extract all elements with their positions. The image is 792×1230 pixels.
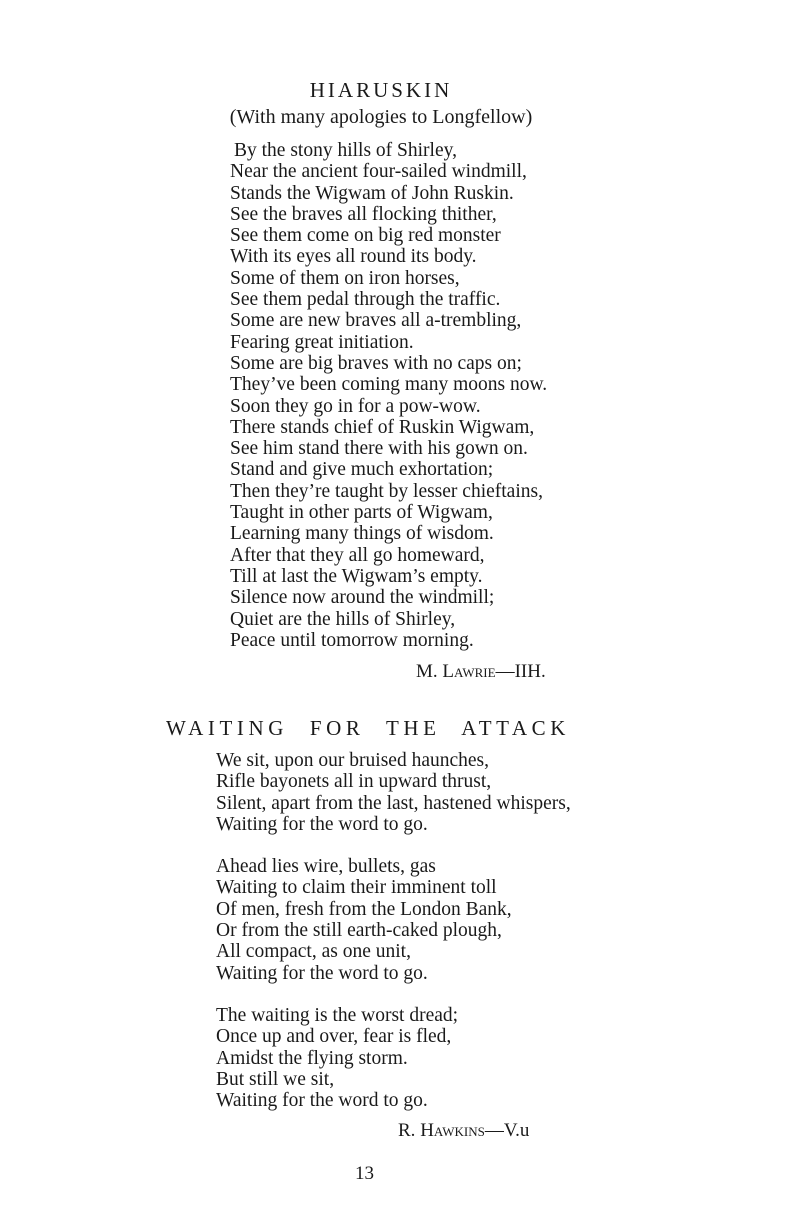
poem-line: Then they’re taught by lesser chieftains, <box>230 480 543 502</box>
poem-line: But still we sit, <box>216 1068 335 1090</box>
poem-body-hiaruskin <box>230 140 547 651</box>
poem-line: Ahead lies wire, bullets, gas <box>216 856 436 878</box>
poem-author-lawrie <box>416 661 546 683</box>
poem-line: Soon they go in for a pow-wow. <box>230 395 481 417</box>
author-form: —V.u <box>484 1120 530 1141</box>
poem-line: Fearing great initiation. <box>230 331 414 353</box>
poem-line: Peace until tomorrow morning. <box>230 629 474 651</box>
poem-line: Silent, apart from the last, hastened whispers, <box>216 792 571 814</box>
poem-line: Waiting for the word to go. <box>216 962 428 984</box>
poem-line: Some of them on iron horses, <box>230 267 460 289</box>
poem-line: Of men, fresh from the London Bank, <box>216 898 512 920</box>
poem-line: Some are new braves all a-trembling, <box>230 310 522 332</box>
stanza <box>216 750 571 835</box>
poem-line: Rifle bayonets all in upward thrust, <box>216 771 492 793</box>
author-initial: R. <box>398 1120 416 1141</box>
poem-line: Stands the Wigwam of John Ruskin. <box>230 182 514 204</box>
poem-line: The waiting is the worst dread; <box>216 1004 459 1026</box>
poem-title-waiting: WAITING FOR THE ATTACK <box>166 716 571 740</box>
stanza <box>216 856 571 984</box>
poem-line: Stand and give much exhortation; <box>230 459 494 481</box>
author-form: —IIH. <box>495 661 546 682</box>
poem-line: See him stand there with his gown on. <box>230 438 528 460</box>
poem-line: We sit, upon our bruised haunches, <box>216 750 489 771</box>
author-surname: Hawkins <box>420 1120 485 1141</box>
poem-line: Quiet are the hills of Shirley, <box>230 608 456 630</box>
poem-line: See them come on big red monster <box>230 225 501 247</box>
page-number: 13 <box>355 1163 374 1184</box>
poem-line: Waiting for the word to go. <box>216 813 428 835</box>
poem-line: They’ve been coming many moons now. <box>230 374 548 396</box>
poem-line: Amidst the flying storm. <box>216 1047 408 1069</box>
poem-line: Once up and over, fear is fled, <box>216 1026 452 1048</box>
poem-line: All compact, as one unit, <box>216 941 411 963</box>
poem-body-waiting <box>216 750 571 1132</box>
poem-line: See the braves all flocking thither, <box>230 203 497 225</box>
poem-line: After that they all go homeward, <box>230 544 485 566</box>
poem-subtitle: (With many apologies to Longfellow) <box>229 106 533 128</box>
author-initial: M. <box>416 661 438 682</box>
stanza <box>216 1005 571 1111</box>
poem-line: See them pedal through the traffic. <box>230 289 501 311</box>
poem-author-hawkins <box>398 1120 529 1142</box>
poem-line: Waiting to claim their imminent toll <box>216 877 497 899</box>
poem-line: Or from the still earth-caked plough, <box>216 920 502 942</box>
poem-line: By the stony hills of Shirley, <box>234 140 457 161</box>
poem-line: Silence now around the windmill; <box>230 587 495 609</box>
poem-line: Taught in other parts of Wigwam, <box>230 502 493 524</box>
poem-line: Till at last the Wigwam’s empty. <box>230 565 483 587</box>
poem-line: Some are big braves with no caps on; <box>230 352 522 374</box>
poem-line: Near the ancient four-sailed windmill, <box>230 161 527 183</box>
author-surname: Lawrie <box>442 661 496 682</box>
poem-line: Waiting for the word to go. <box>216 1090 428 1112</box>
poem-line: With its eyes all round its body. <box>230 246 477 268</box>
poem-title-hiaruskin: HIARUSKIN <box>309 78 453 102</box>
poem-line: Learning many things of wisdom. <box>230 523 494 545</box>
poem-line: There stands chief of Ruskin Wigwam, <box>230 416 535 438</box>
